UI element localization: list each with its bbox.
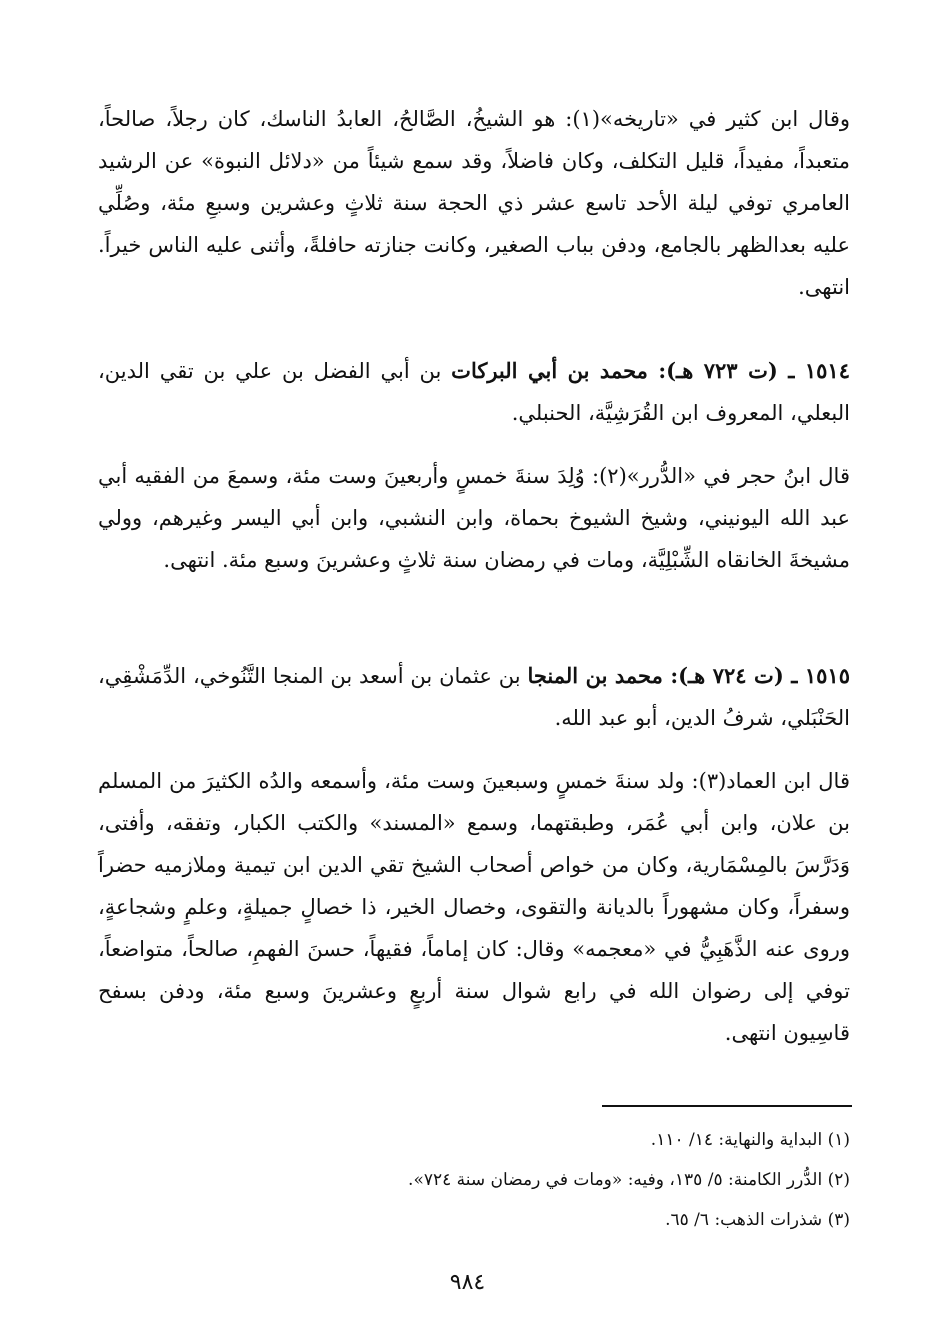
footnote-divider <box>602 1105 852 1107</box>
entry-1514-text: بن أبي الفضل بن علي بن تقي الدين، البعلي، المعروف ابن القُرَشِيَّة، الحنبلي. <box>98 359 850 425</box>
footnote-2: (٢) الدُّرر الكامنة: ٥/ ١٣٥، وفيه: «ومات في رمضان سنة ٧٢٤». <box>408 1170 850 1190</box>
footnotes-list <box>98 1120 850 1240</box>
paragraph-ibn-hajar: قال ابنُ حجر في «الدُّرر»(٢): وُلِدَ سنةَ خمسٍ وأربعينَ وست مئة، وسمعَ من الفقيه أبي عبد الله اليونيني، وشيخ الشيوخ بحماة، وابن النشبي، وابن أبي اليسر وغيرهم، وولي مشيخةَ الخانقاه الشِّبْلِيَّة، ومات في رمضان سنة ثلاثٍ وعشرينَ وسبع مئة. انتهى. <box>98 464 850 572</box>
entry-1514 <box>98 350 850 434</box>
paragraph-ibn-kathir: وقال ابن كثير في «تاريخه»(١): هو الشيخُ، الصَّالحُ، العابدُ الناسك، كان رجلاً، صالحاً، متعبداً، مفيداً، قليل التكلف، وكان فاضلاً، وقد سمع شيئاً من «دلائل النبوة» عن الرشيد العامري توفي ليلة الأحد تاسع عشر ذي الحجة سنة ثلاثٍ وعشرين وسبعِ مئة، وصُلِّي عليه بعدالظهر بالجامع، ودفن بباب الصغير، وكانت جنازته حافلةً، وأثنى عليه الناس خيراً. انتهى. <box>98 107 850 299</box>
footnote-3: (٣) شذرات الذهب: ٦/ ٦٥. <box>665 1210 850 1230</box>
footnote-1: (١) البداية والنهاية: ١٤/ ١١٠. <box>650 1130 850 1150</box>
page-number: ٩٨٤ <box>449 1270 486 1295</box>
entry-1515-heading: ١٥١٥ ـ (ت ٧٢٤ هـ): محمد بن المنجا <box>527 663 850 688</box>
entry-1515-text: بن عثمان بن أسعد بن المنجا التَّنُوخي، الدِّمَشْقِي، الحَنْبَلي، شرفُ الدين، أبو عبد الله. <box>98 664 850 730</box>
paragraph-ibn-al-imad: قال ابن العماد(٣): ولد سنةَ خمسٍ وسبعينَ وست مئة، وأسمعه والدُه الكثيرَ من المسلم بن علان، وابن أبي عُمَر، وطبقتهما، وسمع «المسند» والكتب الكبار، وتفقه، وأفتى، وَدَرَّسَ بالمِسْمَارية، وكان من خواص أصحاب الشيخ تقي الدين ابن تيمية وملازميه حضراً وسفراً، وكان مشهوراً بالديانة والتقوى، وخصال الخير، ذا خصالٍ جميلةٍ، وعلمٍ وشجاعةٍ، وروى عنه الذَّهَبِيُّ في «معجمه» وقال: كان إماماً، فقيهاً، حسنَ الفهمِ، صالحاً، متواضعاً، توفي إلى رضوان الله في رابع شوال سنة أربعٍ وعشرينَ وسبع مئة، ودفن بسفح قاسِيون انتهى. <box>98 769 850 1045</box>
entry-1515 <box>98 655 850 739</box>
entry-1514-heading: ١٥١٤ ـ (ت ٧٢٣ هـ): محمد بن أبي البركات <box>451 358 850 383</box>
